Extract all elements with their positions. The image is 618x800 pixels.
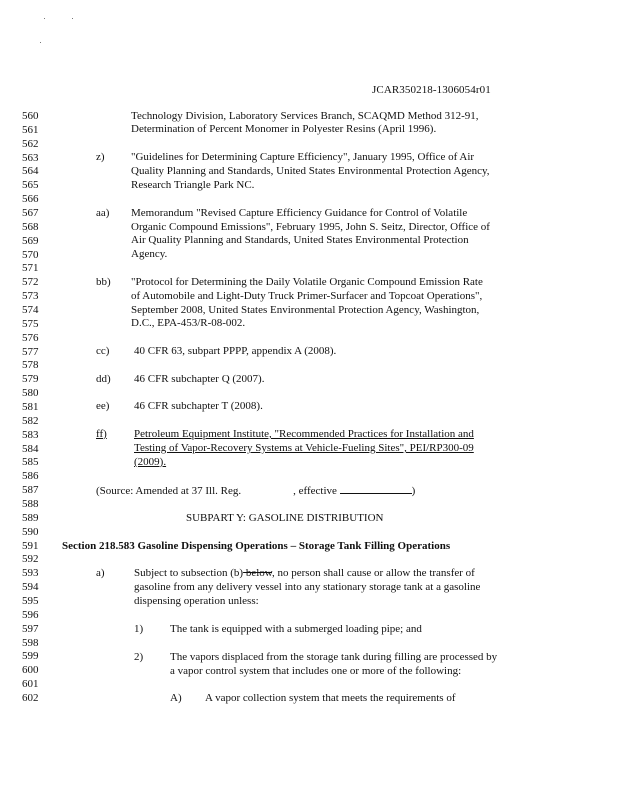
item-marker: ff) [96, 428, 107, 440]
text-line: The vapors displaced from the storage tank during filling are processed by [170, 651, 498, 663]
line-number: 565 [22, 179, 39, 192]
line-number: 567 [22, 207, 39, 219]
line-number: 566 [22, 193, 39, 206]
line-number: 584 [22, 442, 39, 455]
text-line: The tank is equipped with a submerged loading pipe; and [170, 623, 422, 635]
line-number: 594 [22, 581, 39, 594]
item-marker: 1) [134, 623, 144, 635]
text-line [134, 567, 475, 579]
item-marker: A) [170, 692, 182, 704]
line-number: 580 [22, 387, 39, 400]
text-line: gasoline from any delivery vessel into any stationary storage tank at a gasoline [134, 581, 481, 593]
text-line: Determination of Percent Monomer in Polyester Resins (April 1996). [131, 123, 437, 135]
source-text: (Source: Amended at 37 Ill. Reg. [96, 485, 242, 497]
section-title: Section 218.583 Gasoline Dispensing Operations – Storage Tank Filling Operations [62, 540, 451, 552]
text-segment: , no person shall cause or allow the transfer of [272, 567, 475, 579]
line-number: 562 [22, 137, 39, 150]
line-number: 574 [22, 304, 39, 316]
subpart-title: SUBPART Y: GASOLINE DISTRIBUTION [186, 512, 384, 524]
text-line: a vapor control system that includes one or more of the following: [170, 665, 462, 677]
text-line: Testing of Vapor-Recovery Systems at Vehicle-Fueling Sites", PEI/RP300-09 [134, 442, 474, 454]
line-number: 577 [22, 345, 39, 358]
text-line: (2009). [134, 456, 167, 468]
line-number: 591 [22, 539, 39, 552]
line-number: 568 [22, 220, 39, 233]
text-line: A vapor collection system that meets the requirements of [205, 692, 456, 704]
line-number: 587 [22, 484, 39, 497]
line-number: 579 [22, 373, 39, 386]
line-number: 602 [22, 692, 39, 704]
text-line: dispensing operation unless: [134, 595, 259, 607]
line-number: 570 [22, 248, 39, 261]
text-line: 40 CFR 63, subpart PPPP, appendix A (2008). [134, 345, 337, 357]
line-number: 575 [22, 317, 39, 330]
source-effective: , effective [293, 485, 337, 497]
text-line: 46 CFR subchapter Q (2007). [134, 373, 265, 385]
item-marker: cc) [96, 345, 110, 357]
text-line: 46 CFR subchapter T (2008). [134, 400, 263, 412]
line-number: 590 [22, 525, 39, 538]
source-close: ) [411, 485, 416, 497]
text-line: of Automobile and Light-Duty Truck Primer-Surfacer and Topcoat Operations", [131, 290, 483, 302]
scan-speck [40, 42, 41, 43]
line-number: 583 [22, 428, 39, 441]
line-number: 582 [22, 414, 39, 427]
line-number: 578 [22, 359, 39, 372]
text-line: Organic Compound Emissions", February 1995, John S. Seitz, Director, Office of [131, 221, 490, 233]
line-number: 569 [22, 234, 39, 247]
text-line: Research Triangle Park NC. [131, 179, 255, 191]
text-line: Air Quality Planning and Standards, United States Environmental Protection [131, 234, 469, 246]
text-line: "Guidelines for Determining Capture Efficiency", January 1995, Office of Air [131, 151, 475, 163]
text-line: September 2008, United States Environmental Protection Agency, Washington, [131, 304, 480, 316]
line-number: 600 [22, 664, 39, 677]
line-number: 586 [22, 470, 39, 483]
scan-speck [44, 18, 45, 19]
line-number: 588 [22, 498, 39, 510]
line-number: 585 [22, 456, 39, 469]
item-marker: a) [96, 567, 105, 579]
text-line: Agency. [131, 248, 168, 260]
item-marker: bb) [96, 276, 111, 288]
line-number: 560 [22, 110, 39, 122]
source-note [96, 484, 415, 497]
line-number: 561 [22, 123, 39, 136]
item-marker: ee) [96, 400, 110, 412]
line-number: 598 [22, 636, 39, 649]
text-line: Memorandum "Revised Capture Efficiency Guidance for Control of Volatile [131, 207, 468, 219]
line-number: 576 [22, 331, 39, 344]
line-number: 593 [22, 567, 39, 580]
item-marker: z) [96, 151, 105, 163]
line-number: 599 [22, 650, 39, 663]
line-number: 572 [22, 276, 39, 289]
scan-speck [72, 18, 73, 19]
line-number: 597 [22, 622, 39, 635]
item-marker: aa) [96, 207, 110, 219]
item-marker: dd) [96, 373, 111, 385]
document-id: JCAR350218-1306054r01 [372, 84, 491, 96]
line-number: 564 [22, 165, 39, 178]
text-line: Petroleum Equipment Institute, "Recommended Practices for Installation and [134, 428, 474, 440]
line-number: 581 [22, 401, 39, 413]
line-number: 573 [22, 290, 39, 303]
struck-text: below [243, 567, 272, 579]
line-number: 589 [22, 511, 39, 524]
text-line: Quality Planning and Standards, United States Environmental Protection Agency, [131, 165, 490, 177]
line-number: 596 [22, 608, 39, 621]
line-number: 592 [22, 553, 39, 566]
item-marker: 2) [134, 651, 144, 663]
text-segment: Subject to subsection (b) [134, 567, 244, 579]
text-line: D.C., EPA-453/R-08-002. [131, 317, 246, 329]
line-number: 571 [22, 262, 39, 275]
text-line: Technology Division, Laboratory Services Branch, SCAQMD Method 312-91, [131, 110, 479, 122]
effective-date-blank [340, 484, 412, 494]
line-number: 595 [22, 595, 39, 607]
line-number: 563 [22, 151, 39, 164]
text-line: "Protocol for Determining the Daily Volatile Organic Compound Emission Rate [131, 276, 483, 288]
line-number: 601 [22, 678, 39, 691]
